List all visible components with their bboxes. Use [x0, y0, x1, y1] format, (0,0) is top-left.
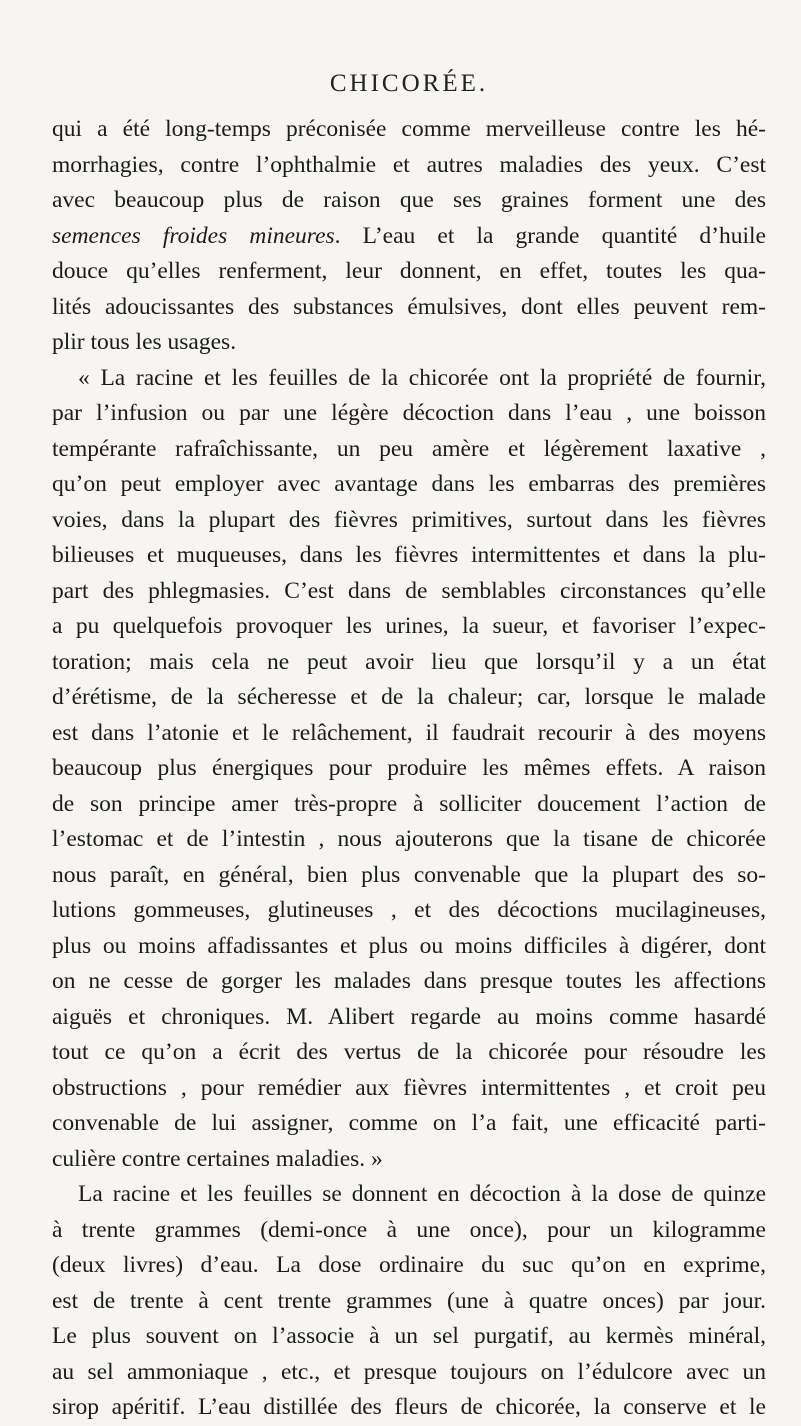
text-line: aiguës et chroniques. M. Alibert regarde au moins comme hasardé — [52, 1003, 766, 1030]
text-line: convenable de lui assigner, comme on l’a fait, une efficacité parti- — [52, 1110, 766, 1136]
text-line: lités adoucissantes des substances émulsives, dont elles peuvent rem- — [52, 293, 766, 320]
text-line: d’érétisme, de la sécheresse et de la chaleur; car, lorsque le malade — [52, 684, 766, 710]
text-line: on ne cesse de gorger les malades dans presque toutes les affections — [52, 968, 766, 994]
text-line: plus ou moins affadissantes et plus ou moins difficiles à digérer, dont — [52, 932, 766, 959]
text-line: morrhagies, contre l’ophthalmie et autres maladies des yeux. C’est — [52, 151, 766, 178]
text-line: part des phlegmasies. C’est dans de semblables circonstances qu’elle — [52, 577, 766, 604]
running-head: CHICORÉE. — [329, 70, 489, 97]
text-line-with-italic — [52, 219, 766, 255]
text-fragment: . L’eau et la grande quantité d’huile — [334, 222, 766, 249]
text-line: tempérante rafraîchissante, un peu amère et légèrement laxative , — [52, 435, 766, 462]
text-line: qu’on peut employer avec avantage dans les embarras des premières — [52, 471, 766, 497]
text-line: qui a été long-temps préconisée comme merveilleuse contre les hé- — [52, 116, 766, 142]
italic-phrase: semences froides mineures — [52, 222, 335, 249]
text-line: l’estomac et de l’intestin , nous ajouterons que la tisane de chicorée — [52, 826, 766, 852]
text-line: a pu quelquefois provoquer les urines, la sueur, et favoriser l’expec- — [52, 613, 766, 639]
text-line: à trente grammes (demi-once à une once), pour un kilogramme — [52, 1216, 766, 1243]
text-line: nous paraît, en général, bien plus convenable que la plupart des so- — [52, 861, 766, 888]
text-line: La racine et les feuilles se donnent en décoction à la dose de quinze — [78, 1181, 766, 1207]
text-line: au sel ammoniaque , etc., et presque toujours on l’édulcore avec un — [52, 1358, 766, 1385]
text-line: sirop apéritif. L’eau distillée des fleurs de chicorée, la conserve et le — [52, 1394, 766, 1420]
text-line: avec beaucoup plus de raison que ses graines forment une des — [52, 187, 766, 213]
book-page — [52, 0, 766, 1420]
text-line: bilieuses et muqueuses, dans les fièvres intermittentes et dans la plu- — [52, 542, 766, 568]
text-line: beaucoup plus énergiques pour produire les mêmes effets. A raison — [52, 755, 766, 781]
text-line: plir tous les usages. — [52, 329, 237, 355]
text-line: est de trente à cent trente grammes (une à quatre onces) par jour. — [52, 1287, 766, 1314]
text-line: est dans l’atonie et le relâchement, il faudrait recourir à des moyens — [52, 719, 766, 746]
text-line: voies, dans la plupart des fièvres primitives, surtout dans les fièvres — [52, 506, 766, 533]
text-line: de son principe amer très-propre à solliciter doucement l’action de — [52, 790, 766, 817]
text-line: obstructions , pour remédier aux fièvres intermittentes , et croit peu — [52, 1074, 766, 1101]
text-line: toration; mais cela ne peut avoir lieu que lorsqu’il y a un état — [52, 648, 766, 675]
text-line: Le plus souvent on l’associe à un sel purgatif, au kermès minéral, — [52, 1323, 766, 1349]
text-line: culière contre certaines maladies. » — [52, 1145, 383, 1172]
text-line: douce qu’elles renferment, leur donnent, en effet, toutes les qua- — [52, 258, 766, 284]
text-line: lutions gommeuses, glutineuses , et des décoctions mucilagineuses, — [52, 897, 766, 923]
text-line: tout ce qu’on a écrit des vertus de la chicorée pour résoudre les — [52, 1039, 766, 1065]
text-line: (deux livres) d’eau. La dose ordinaire du suc qu’on en exprime, — [52, 1252, 766, 1278]
body-text — [52, 112, 766, 1426]
text-line: « La racine et les feuilles de la chicorée ont la propriété de fournir, — [78, 364, 766, 391]
text-line: par l’infusion ou par une légère décoction dans l’eau , une boisson — [52, 400, 766, 426]
